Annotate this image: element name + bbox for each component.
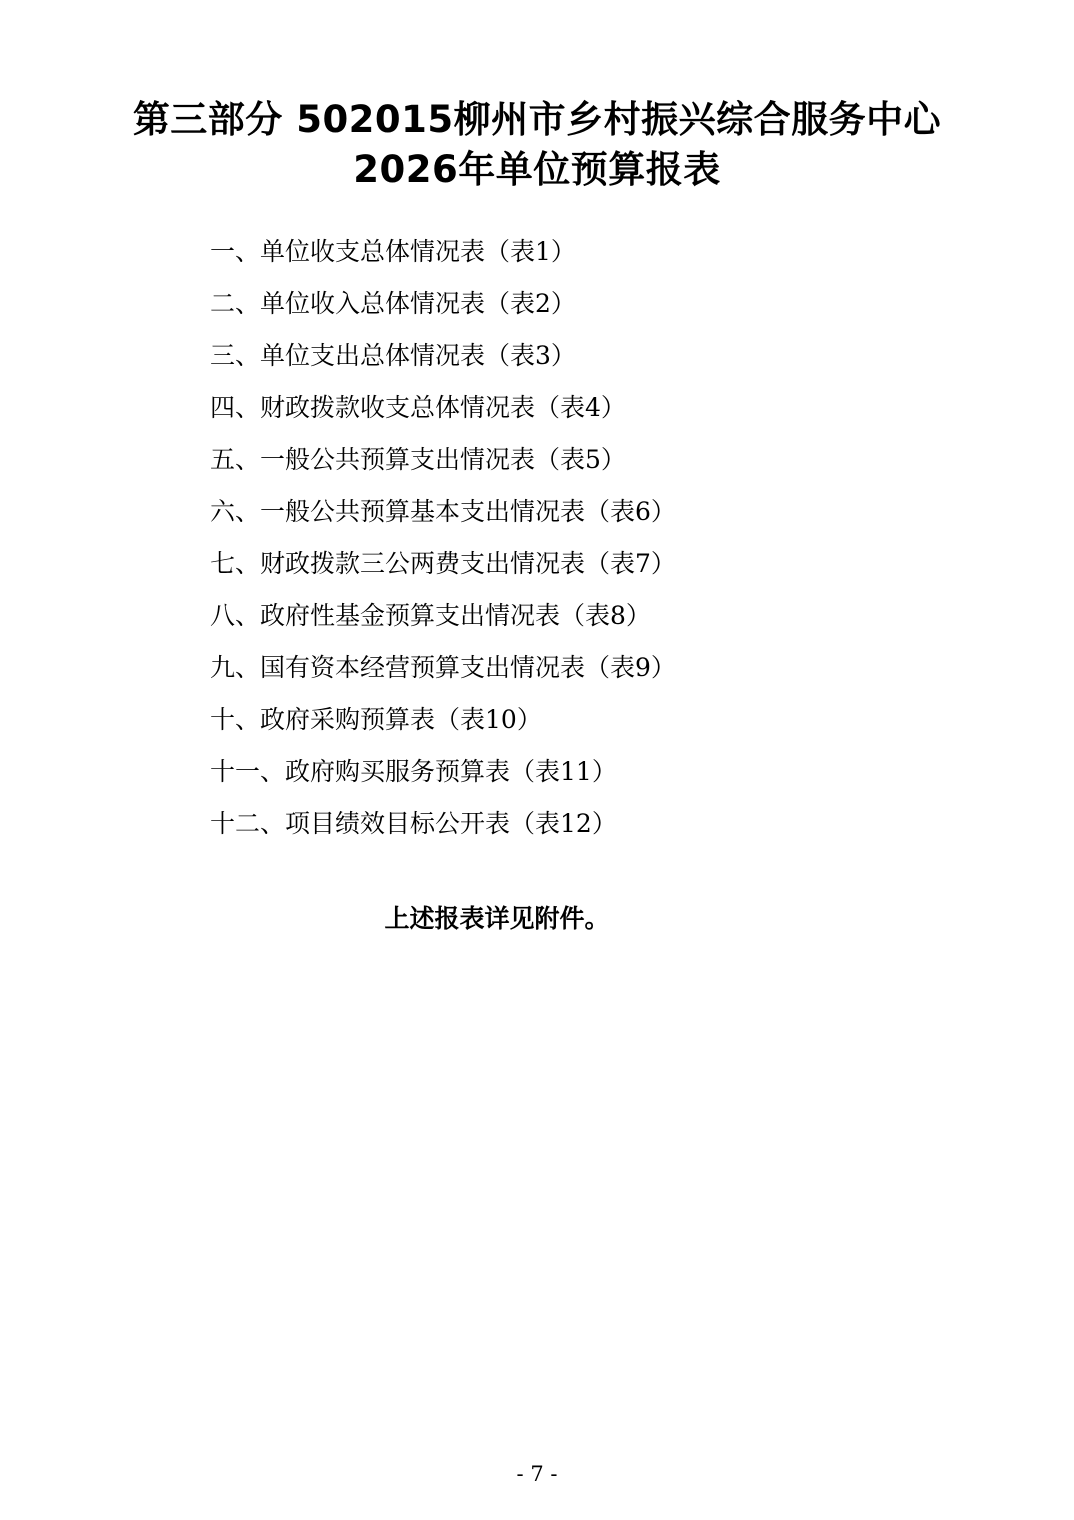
toc-item[interactable]: 九、国有资本经营预算支出情况表（表9） [210,652,676,682]
toc-item[interactable]: 五、一般公共预算支出情况表（表5） [210,444,626,474]
attachment-note: 上述报表详见附件。 [384,903,610,933]
toc-item[interactable]: 十一、政府购买服务预算表（表11） [210,756,617,786]
toc-item[interactable]: 四、财政拨款收支总体情况表（表4） [210,392,626,422]
toc-item[interactable]: 十、政府采购预算表（表10） [210,704,542,734]
toc-item[interactable]: 二、单位收入总体情况表（表2） [210,288,576,318]
page-title: 第三部分 502015柳州市乡村振兴综合服务中心2026年单位预算报表 [132,98,942,191]
page-number: - 7 - [516,1462,558,1486]
toc-item[interactable]: 八、政府性基金预算支出情况表（表8） [210,600,651,630]
toc-item[interactable]: 七、财政拨款三公两费支出情况表（表7） [210,548,676,578]
toc-item[interactable]: 一、单位收支总体情况表（表1） [210,236,576,266]
toc-item[interactable]: 六、一般公共预算基本支出情况表（表6） [210,496,676,526]
toc-item[interactable]: 三、单位支出总体情况表（表3） [210,340,576,370]
table-of-contents [0,195,1074,836]
toc-item[interactable]: 十二、项目绩效目标公开表（表12） [210,808,617,838]
